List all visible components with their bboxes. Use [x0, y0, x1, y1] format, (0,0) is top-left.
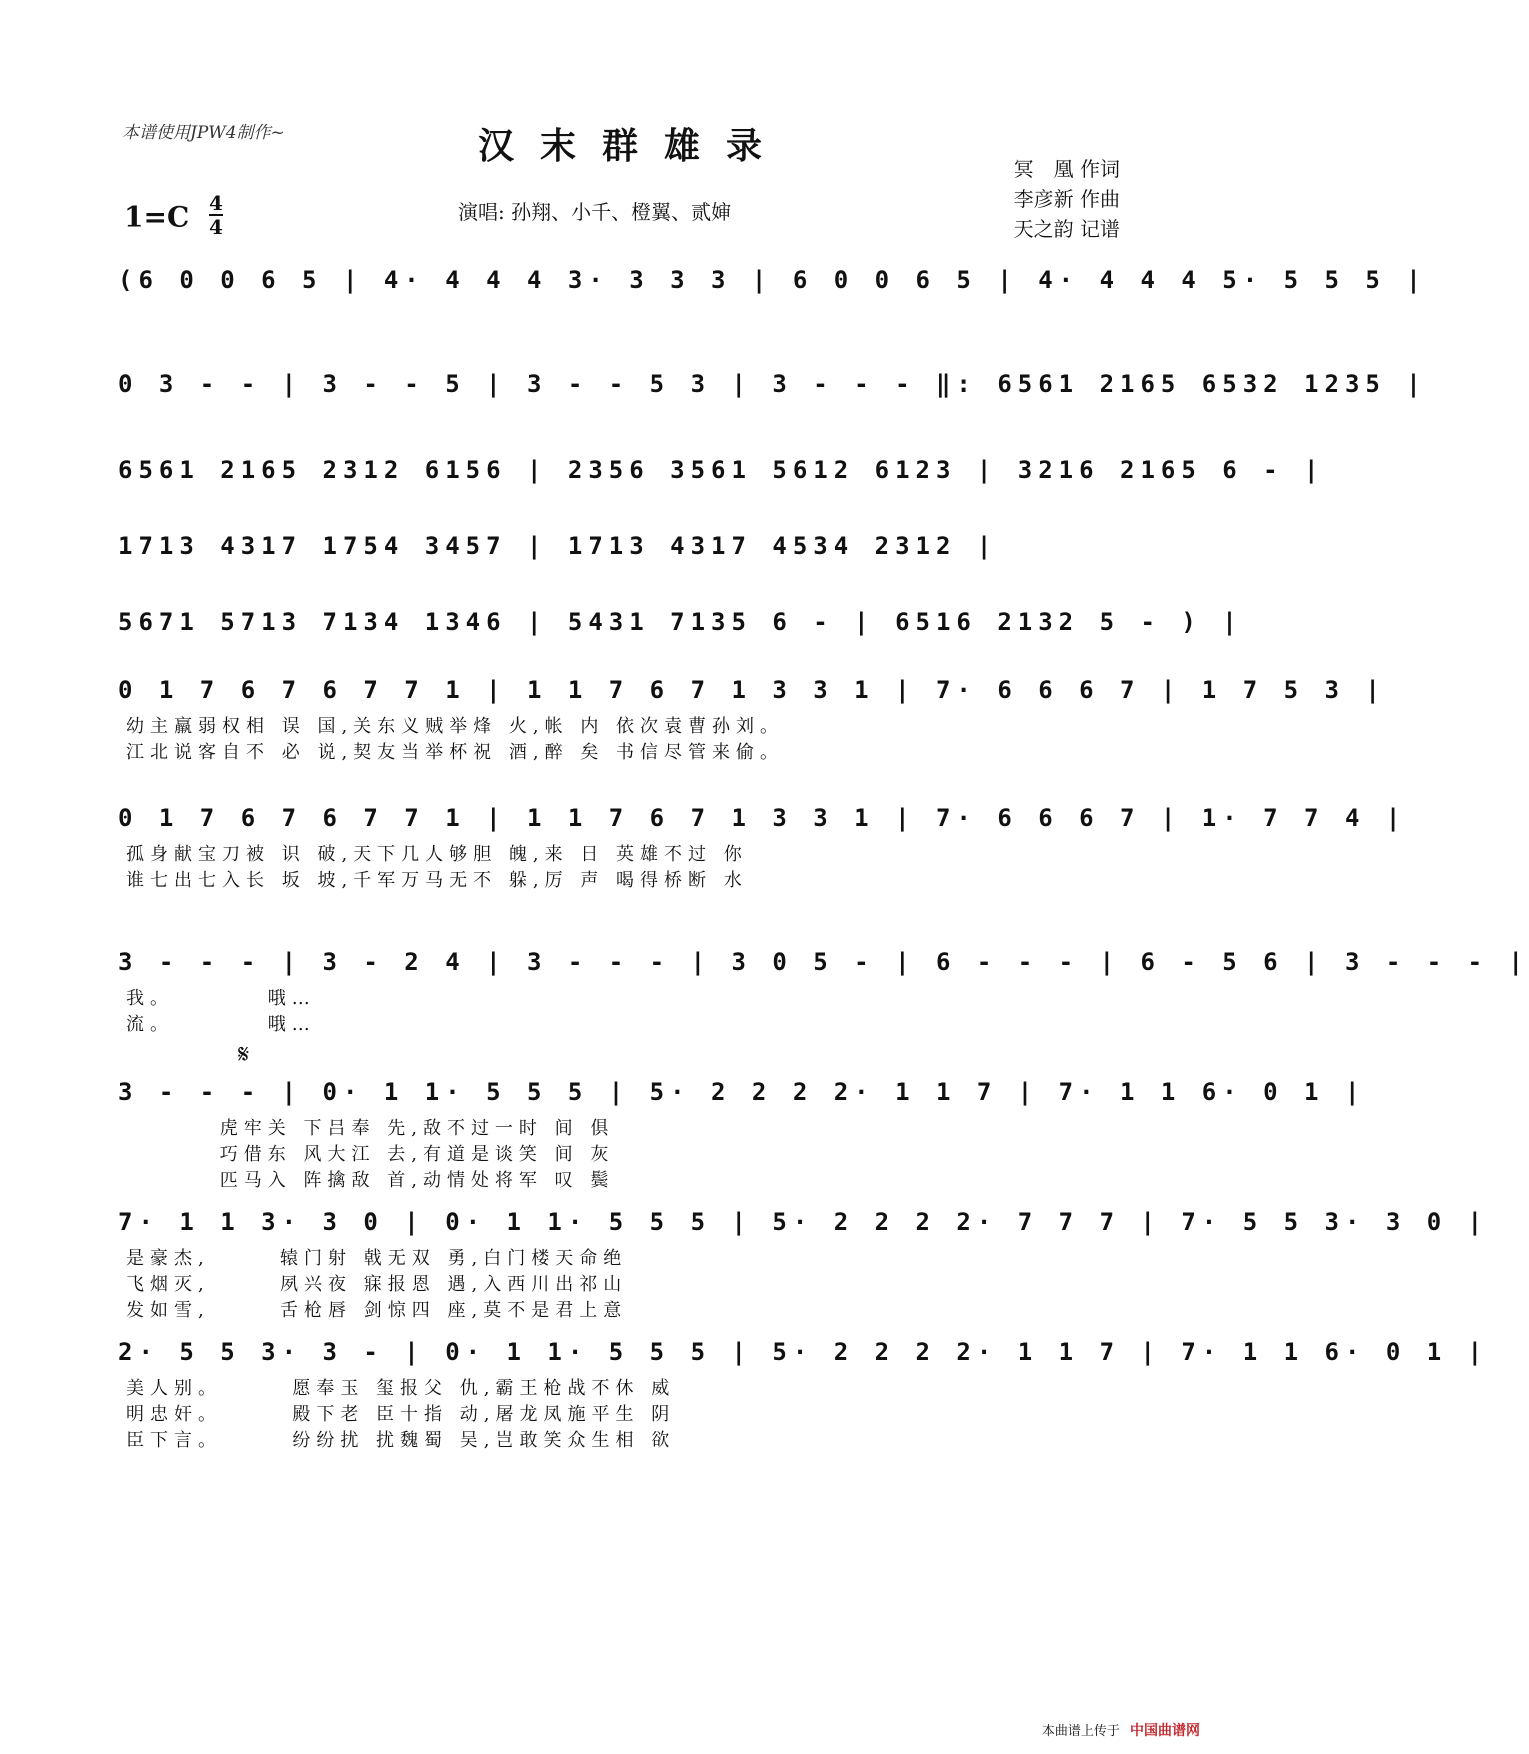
lyric-line: 虎牢关 下吕奉 先,敌不过一时 间 俱	[126, 1118, 615, 1139]
notation-line: 3 - - - | 3 - 2 4 | 3 - - - | 3 0 5 - | 6 - - - | 6 - 5 6 | 3 - - - |	[118, 948, 1529, 976]
time-signature	[209, 192, 223, 238]
score-system	[118, 1200, 1489, 1324]
lyric-line: 江北说客自不 必 说,契友当举杯祝 酒,醉 矣 书信尽管来偷。	[126, 742, 785, 763]
score-system	[118, 258, 1427, 304]
score-system	[118, 940, 1529, 1038]
score-system	[118, 796, 1407, 894]
key-label: 1=C	[124, 200, 190, 234]
notation-line: 1713 4317 1754 3457 | 1713 4317 4534 2312 |	[118, 532, 998, 560]
footer-uploaded-label: 本曲谱上传于	[1041, 1724, 1120, 1739]
score-system	[118, 448, 1325, 494]
lyric-line: 幼主羸弱权相 误 国,关东义贼举烽 火,帐 内 依次袁曹孙刘。	[126, 716, 785, 737]
notation-line: 2· 5 5 3· 3 - | 0· 1 1· 5 5 5 | 5· 2 2 2 2· 1 1 7 | 7· 1 1 6· 0 1 |	[118, 1338, 1489, 1366]
segno-sign: 𝄋	[238, 1040, 250, 1070]
score-system	[118, 1330, 1489, 1454]
score-system	[118, 524, 1123, 570]
score-system	[118, 668, 1386, 766]
lyric-line: 是豪杰, 辕门射 戟无双 勇,白门楼天命绝	[126, 1248, 628, 1269]
time-top: 4	[208, 191, 223, 215]
notation-line: 7· 1 1 3· 3 0 | 0· 1 1· 5 5 5 | 5· 2 2 2 2· 7 7 7 | 7· 5 5 3· 3 0 |	[118, 1208, 1489, 1236]
notation-line: 0 1 7 6 7 6 7 7 1 | 1 1 7 6 7 1 3 3 1 | 7· 6 6 6 7 | 1 7 5 3 |	[118, 676, 1386, 704]
lyricist-credit: 冥 凰 作词	[1013, 157, 1120, 181]
lyric-line: 我。 哦…	[126, 988, 316, 1009]
notation-line: 0 3 - - | 3 - - 5 | 3 - - 5 3 | 3 - - - ‖: 6561 2165 6532 1235 |	[118, 370, 1427, 398]
notation-line: 5671 5713 7134 1346 | 5431 7135 6 - | 6516 2132 5 - ) |	[118, 608, 1243, 636]
lyric-line: 谁七出七入长 坂 坡,千军万马无不 躲,厉 声 喝得桥断 水	[126, 870, 748, 891]
lyric-line: 飞烟灭, 夙兴夜 寐报恩 遇,入西川出祁山	[126, 1274, 628, 1295]
notation-line: (6 0 0 6 5 | 4· 4 4 4 3· 3 3 3 | 6 0 0 6 5 | 4· 4 4 4 5· 5 5 5 |	[118, 266, 1427, 294]
lyric-line: 巧借东 风大江 去,有道是谈笑 间 灰	[126, 1144, 615, 1165]
key-signature	[124, 191, 223, 242]
site-logo: 中国曲谱网	[1130, 1723, 1200, 1739]
composer-credit: 李彦新 作曲	[1013, 187, 1120, 211]
score-system	[118, 362, 1427, 408]
lyric-line: 美人别。 愿奉玉 玺报父 仇,霸王枪战不休 威	[126, 1378, 676, 1399]
footer	[1042, 1720, 1200, 1740]
lyric-line: 孤身献宝刀被 识 破,天下几人够胆 魄,来 日 英雄不过 你	[126, 844, 748, 865]
lyric-line: 发如雪, 舌枪唇 剑惊四 座,莫不是君上意	[126, 1300, 628, 1321]
lyric-line: 明忠奸。 殿下老 臣十指 动,屠龙凤施平生 阴	[126, 1404, 676, 1425]
lyric-line: 臣下言。 纷纷扰 扰魏蜀 吴,岂敢笑众生相 欲	[126, 1430, 676, 1451]
credits-block	[940, 154, 1120, 244]
page-title: 汉末群雄录	[477, 125, 788, 167]
notation-line: 6561 2165 2312 6156 | 2356 3561 5612 6123 | 3216 2165 6 - |	[118, 456, 1325, 484]
score-system	[118, 600, 1243, 646]
notation-line: 3 - - - | 0· 1 1· 5 5 5 | 5· 2 2 2 2· 1 1 7 | 7· 1 1 6· 0 1 |	[118, 1078, 1366, 1106]
score-system	[118, 1070, 1366, 1194]
notation-line: 0 1 7 6 7 6 7 7 1 | 1 1 7 6 7 1 3 3 1 | 7· 6 6 6 7 | 1· 7 7 4 |	[118, 804, 1407, 832]
singers-credit: 演唱: 孙翔、小千、橙翼、贰婶	[458, 200, 732, 224]
lyric-line: 匹马入 阵擒敌 首,动情处将军 叹 鬓	[126, 1170, 615, 1191]
made-with-note: 本谱使用JPW4制作~	[122, 123, 285, 143]
transcriber-credit: 天之韵 记谱	[1013, 217, 1120, 241]
lyric-line: 流。 哦…	[126, 1014, 316, 1035]
time-bottom: 4	[208, 215, 223, 239]
